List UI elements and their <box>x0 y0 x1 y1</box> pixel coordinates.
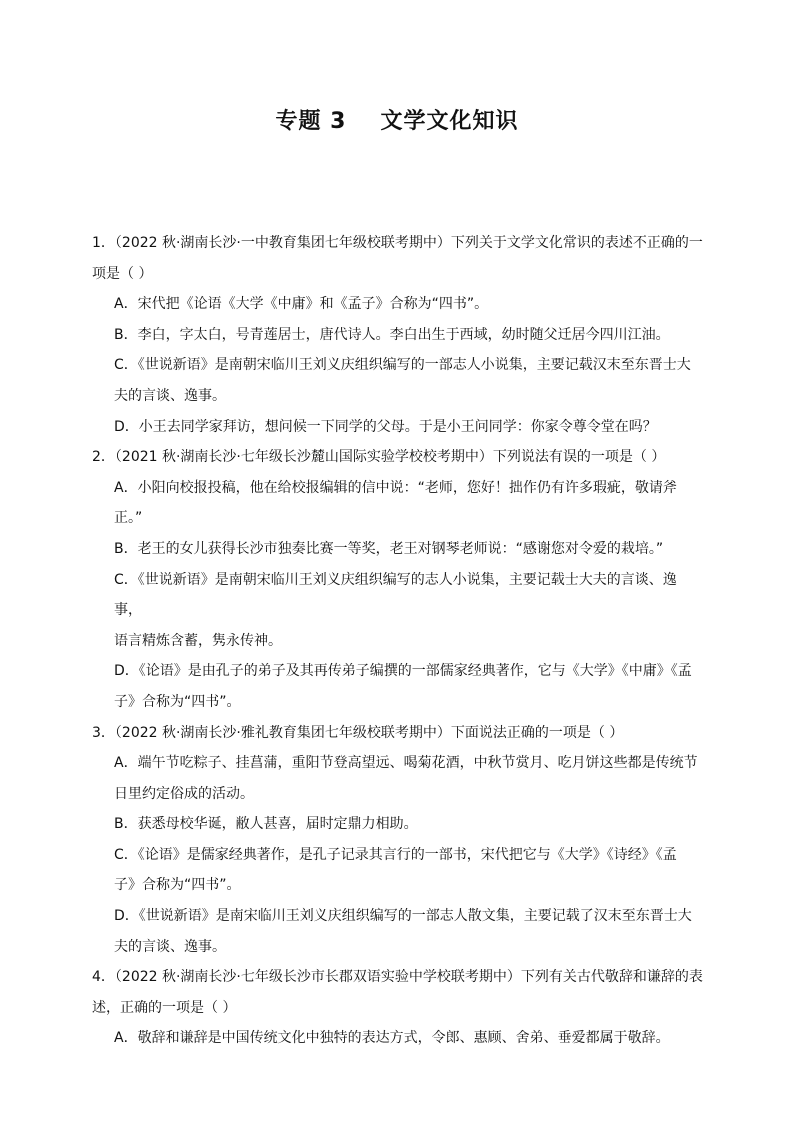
answer-option <box>92 840 704 901</box>
question-3 <box>92 718 704 963</box>
page-title <box>0 104 794 135</box>
option-text-line: 日里约定俗成的活动。 <box>114 785 254 802</box>
answer-option <box>92 1023 704 1054</box>
answer-option <box>92 350 704 411</box>
option-text-line: 语言精炼含蓄，隽永传神。 <box>114 632 282 649</box>
answer-option <box>92 565 704 657</box>
option-text-line: A．小阳向校报投稿，他在给校报编辑的信中说：“老师，您好！拙作仍有许多瑕疵，敬请斧 <box>114 479 677 496</box>
option-text-line: A．敬辞和谦辞是中国传统文化中独特的表达方式，令郎、惠顾、舍弟、垂爱都属于敬辞。 <box>114 1030 670 1047</box>
answer-option <box>92 901 704 962</box>
question-stem-line: 项是（ ） <box>92 265 153 282</box>
question-stem-line: 3．（2022 秋·湖南长沙·雅礼教育集团七年级校联考期中）下面说法正确的一项是（ ） <box>92 724 624 741</box>
option-text-line: C．《论语》是儒家经典著作，是孔子记录其言行的一部书，宋代把它与《大学》《诗经》《孟 <box>114 846 677 863</box>
option-text-line: 夫的言谈、逸事。 <box>114 938 226 955</box>
option-text-line: A．端午节吃粽子、挂菖蒲，重阳节登高望远、喝菊花酒，中秋节赏月、吃月饼这些都是传统节 <box>114 755 698 772</box>
answer-option <box>92 473 704 534</box>
question-list <box>92 228 704 1054</box>
question-2 <box>92 442 704 717</box>
question-1 <box>92 228 704 442</box>
option-text-line: D．小王去同学家拜访，想问候一下同学的父母。于是小王问同学：你家令尊令堂在吗？ <box>114 418 657 435</box>
answer-option <box>92 534 704 565</box>
answer-option <box>92 412 704 443</box>
option-text-line: C．《世说新语》是南朝宋临川王刘义庆组织编写的一部志人小说集，主要记载汉末至东晋士大 <box>114 357 691 374</box>
option-text-line: B．老王的女儿获得长沙市独奏比赛一等奖，老王对钢琴老师说：“感谢您对令爱的栽培。” <box>114 540 664 557</box>
question-stem-line: 1．（2022 秋·湖南长沙·一中教育集团七年级校联考期中）下列关于文学文化常识的表述不正确的一 <box>92 235 703 251</box>
answer-option <box>92 656 704 717</box>
option-text-line: 子》合称为“四书”。 <box>114 877 241 894</box>
option-text-line: D．《世说新语》是南宋临川王刘义庆组织编写的一部志人散文集，主要记载了汉末至东晋士大 <box>114 908 692 925</box>
question-stem-line: 4．（2022 秋·湖南长沙·七年级长沙市长郡双语实验中学校联考期中）下列有关古代敬辞和谦辞的表 <box>92 969 703 986</box>
title-topic-number: 专题 3 <box>275 109 347 134</box>
question-stem-line: 述，正确的一项是（ ） <box>92 999 237 1016</box>
option-text-line: C．《世说新语》是南朝宋临川王刘义庆组织编写的志人小说集，主要记载士大夫的言谈、逸事， <box>114 571 677 619</box>
option-text-line: 夫的言谈、逸事。 <box>114 387 226 404</box>
answer-option <box>92 289 704 320</box>
option-text-line: 子》合称为“四书”。 <box>114 693 241 710</box>
title-topic-name: 文学文化知识 <box>380 109 519 134</box>
option-text-line: B．获悉母校华诞，敝人甚喜，届时定鼎力相助。 <box>114 816 418 833</box>
option-text-line: A．宋代把《论语《大学《中庸》和《孟子》合称为“四书”。 <box>114 296 489 313</box>
answer-option <box>92 320 704 351</box>
answer-option <box>92 748 704 809</box>
option-text-line: B．李白，字太白，号青莲居士，唐代诗人。李白出生于西域，幼时随父迁居今四川江油。 <box>114 326 670 343</box>
question-4 <box>92 962 704 1054</box>
answer-option <box>92 809 704 840</box>
option-text-line: 正。” <box>114 510 143 527</box>
question-stem-line: 2．（2021 秋·湖南长沙·七年级长沙麓山国际实验学校校考期中）下列说法有误的一项是（ ） <box>92 449 666 466</box>
option-text-line: D．《论语》是由孔子的弟子及其再传弟子编撰的一部儒家经典著作，它与《大学》《中庸》《孟 <box>114 663 692 680</box>
